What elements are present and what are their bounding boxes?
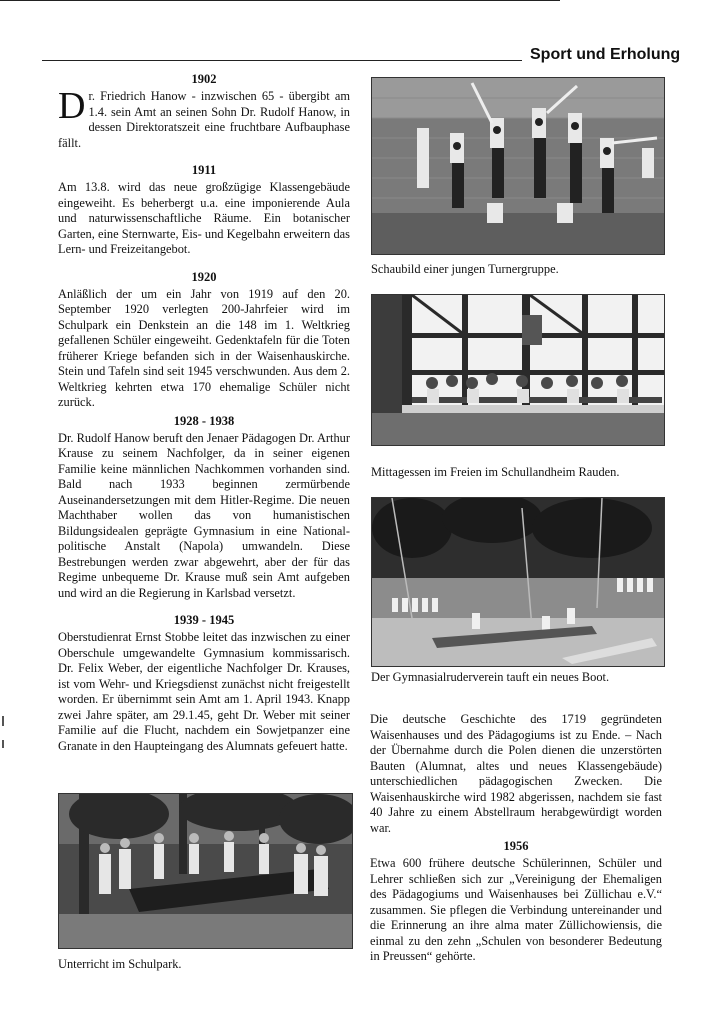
year-heading: 1920: [191, 269, 217, 284]
park-photo: [58, 793, 353, 949]
text-paragraph: Oberstudienrat Ernst Stobbe leitet das inzwischen zu einer Oberschule umgewandelte Gymnasium kommissarisch. Dr. Felix Weber, der eigentliche Nachfolger Dr. Krauses, ist vom Wehr- und Kriegsdienst zunächst nicht freigestellt worden. Er übernimmt sein Amt am 1. April 1943. Knapp zwei Jahre später, am 29.1.45, geht Dr. Weber mit seiner Familie auf die Flucht, nachdem ein Sowjetpanzer eine Granate in den Haupteingang des Alumnats gefeuert hatte.: [58, 630, 350, 753]
year-heading: 1956: [503, 839, 529, 853]
text-paragraph: Dr. Rudolf Hanow beruft den Jenaer Pädagogen Dr. Arthur Krause zu seinem Nachfolger, da in seiner eigenen Familie keine männlichen Nachkommen vorhanden sind. Bald nach 1933 beginnen zermürbende Auseinandersetzungen mit dem Hitler-Regime. Die neuen Machthaber wollen das von humanistischen Bildungsidealen geprägte Gymnasium in eine National-politische Anstalt (Napola) umwandeln. Diese Bestrebungen werden zwar abgewehrt, aber der für das Regime unbequeme Dr. Krause muß sein Amt aufgeben und wird an die Regierung in Karlsbad versetzt.: [58, 430, 350, 600]
left-text-column: [58, 72, 350, 754]
gymnasts-caption: Schaubild einer jungen Turnergruppe.: [371, 262, 559, 276]
text-paragraph: Am 13.8. wird das neue großzügige Klassengebäude eingeweiht. Es beherbergt u.a. eine imponierende Aula und naturwissenschaftliche Räume. Ein botanischer Garten, eine Sternwarte, Eis- und Kegelbahn erweitern das Lern- und Freizeitangebot.: [58, 180, 350, 256]
text-paragraph: Etwa 600 frühere deutsche Schülerinnen, Schüler und Lehrer schließen sich zur „Vereinigung der Ehemaligen des Pädagogiums und Waisenhauses bei Züllichau e.V.“ zusammen. Sie pflegen die Verbindung untereinander und die Erinnerung an ihre alma mater Züllichowiensis, die einmal zu den zehn „Schulen von besonderer Bedeutung in Preussen“ gehörte.: [370, 856, 662, 963]
text-paragraph: Die deutsche Geschichte des 1719 gegründeten Waisenhauses und des Pädagogiums ist zu Ende. – Nach der Übernahme durch die Polen dienen die unzerstörten Bauten (Alumnat, altes und neues Klassengebäude) unterschiedlichen pädagogischen Zwecken. Die Waisenhauskirche wird 1982 abgerissen, nachdem sie fast 40 Jahre zu einem Abstellraum herabgewürdigt worden war.: [370, 712, 662, 835]
right-text-column: [370, 712, 662, 965]
year-heading: 1902: [191, 72, 217, 86]
year-heading: 1928 - 1938: [173, 413, 235, 428]
lunch-photo: [371, 294, 665, 446]
header-rule: [42, 60, 522, 61]
year-heading: 1911: [191, 163, 217, 177]
scan-margin-mark: [2, 716, 4, 726]
drop-cap: D: [58, 85, 86, 127]
scan-margin-mark: [2, 740, 4, 748]
section-title: Sport und Erholung: [530, 46, 681, 63]
boat-caption: Der Gymnasialruderverein tauft ein neues Boot.: [371, 670, 610, 684]
gymnasts-photo: [371, 77, 665, 255]
year-heading: 1939 - 1945: [173, 613, 235, 627]
text-paragraph: Dr. Friedrich Hanow - inzwischen 65 - übergibt am 1.4. sein Amt an seinen Sohn Dr. Rudolf Hanow, in dessen Direktoratszeit eine fruchtbare Aufbauphase fällt.: [58, 85, 350, 150]
lunch-caption: Mittagessen im Freien im Schullandheim Rauden.: [371, 465, 620, 479]
top-rule: [0, 0, 560, 1]
park-caption: Unterricht im Schulpark.: [58, 957, 182, 971]
text-paragraph: Anläßlich der um ein Jahr von 1919 auf den 20. September 1920 verlegten 200-Jahrfeier wird im Schulpark ein Denkstein an die 148 im 1. Weltkrieg gefallenen Schüler eingeweiht. Gedenktafeln für die Toten früherer Kriege befanden sich in der Waisenhauskirche. Stein und Tafeln sind seit 1945 verschwunden. Aus dem 2. Weltkrieg kehrten etwa 170 ehemalige Schüler nicht zurück.: [58, 286, 350, 409]
boat-photo: [371, 497, 665, 667]
